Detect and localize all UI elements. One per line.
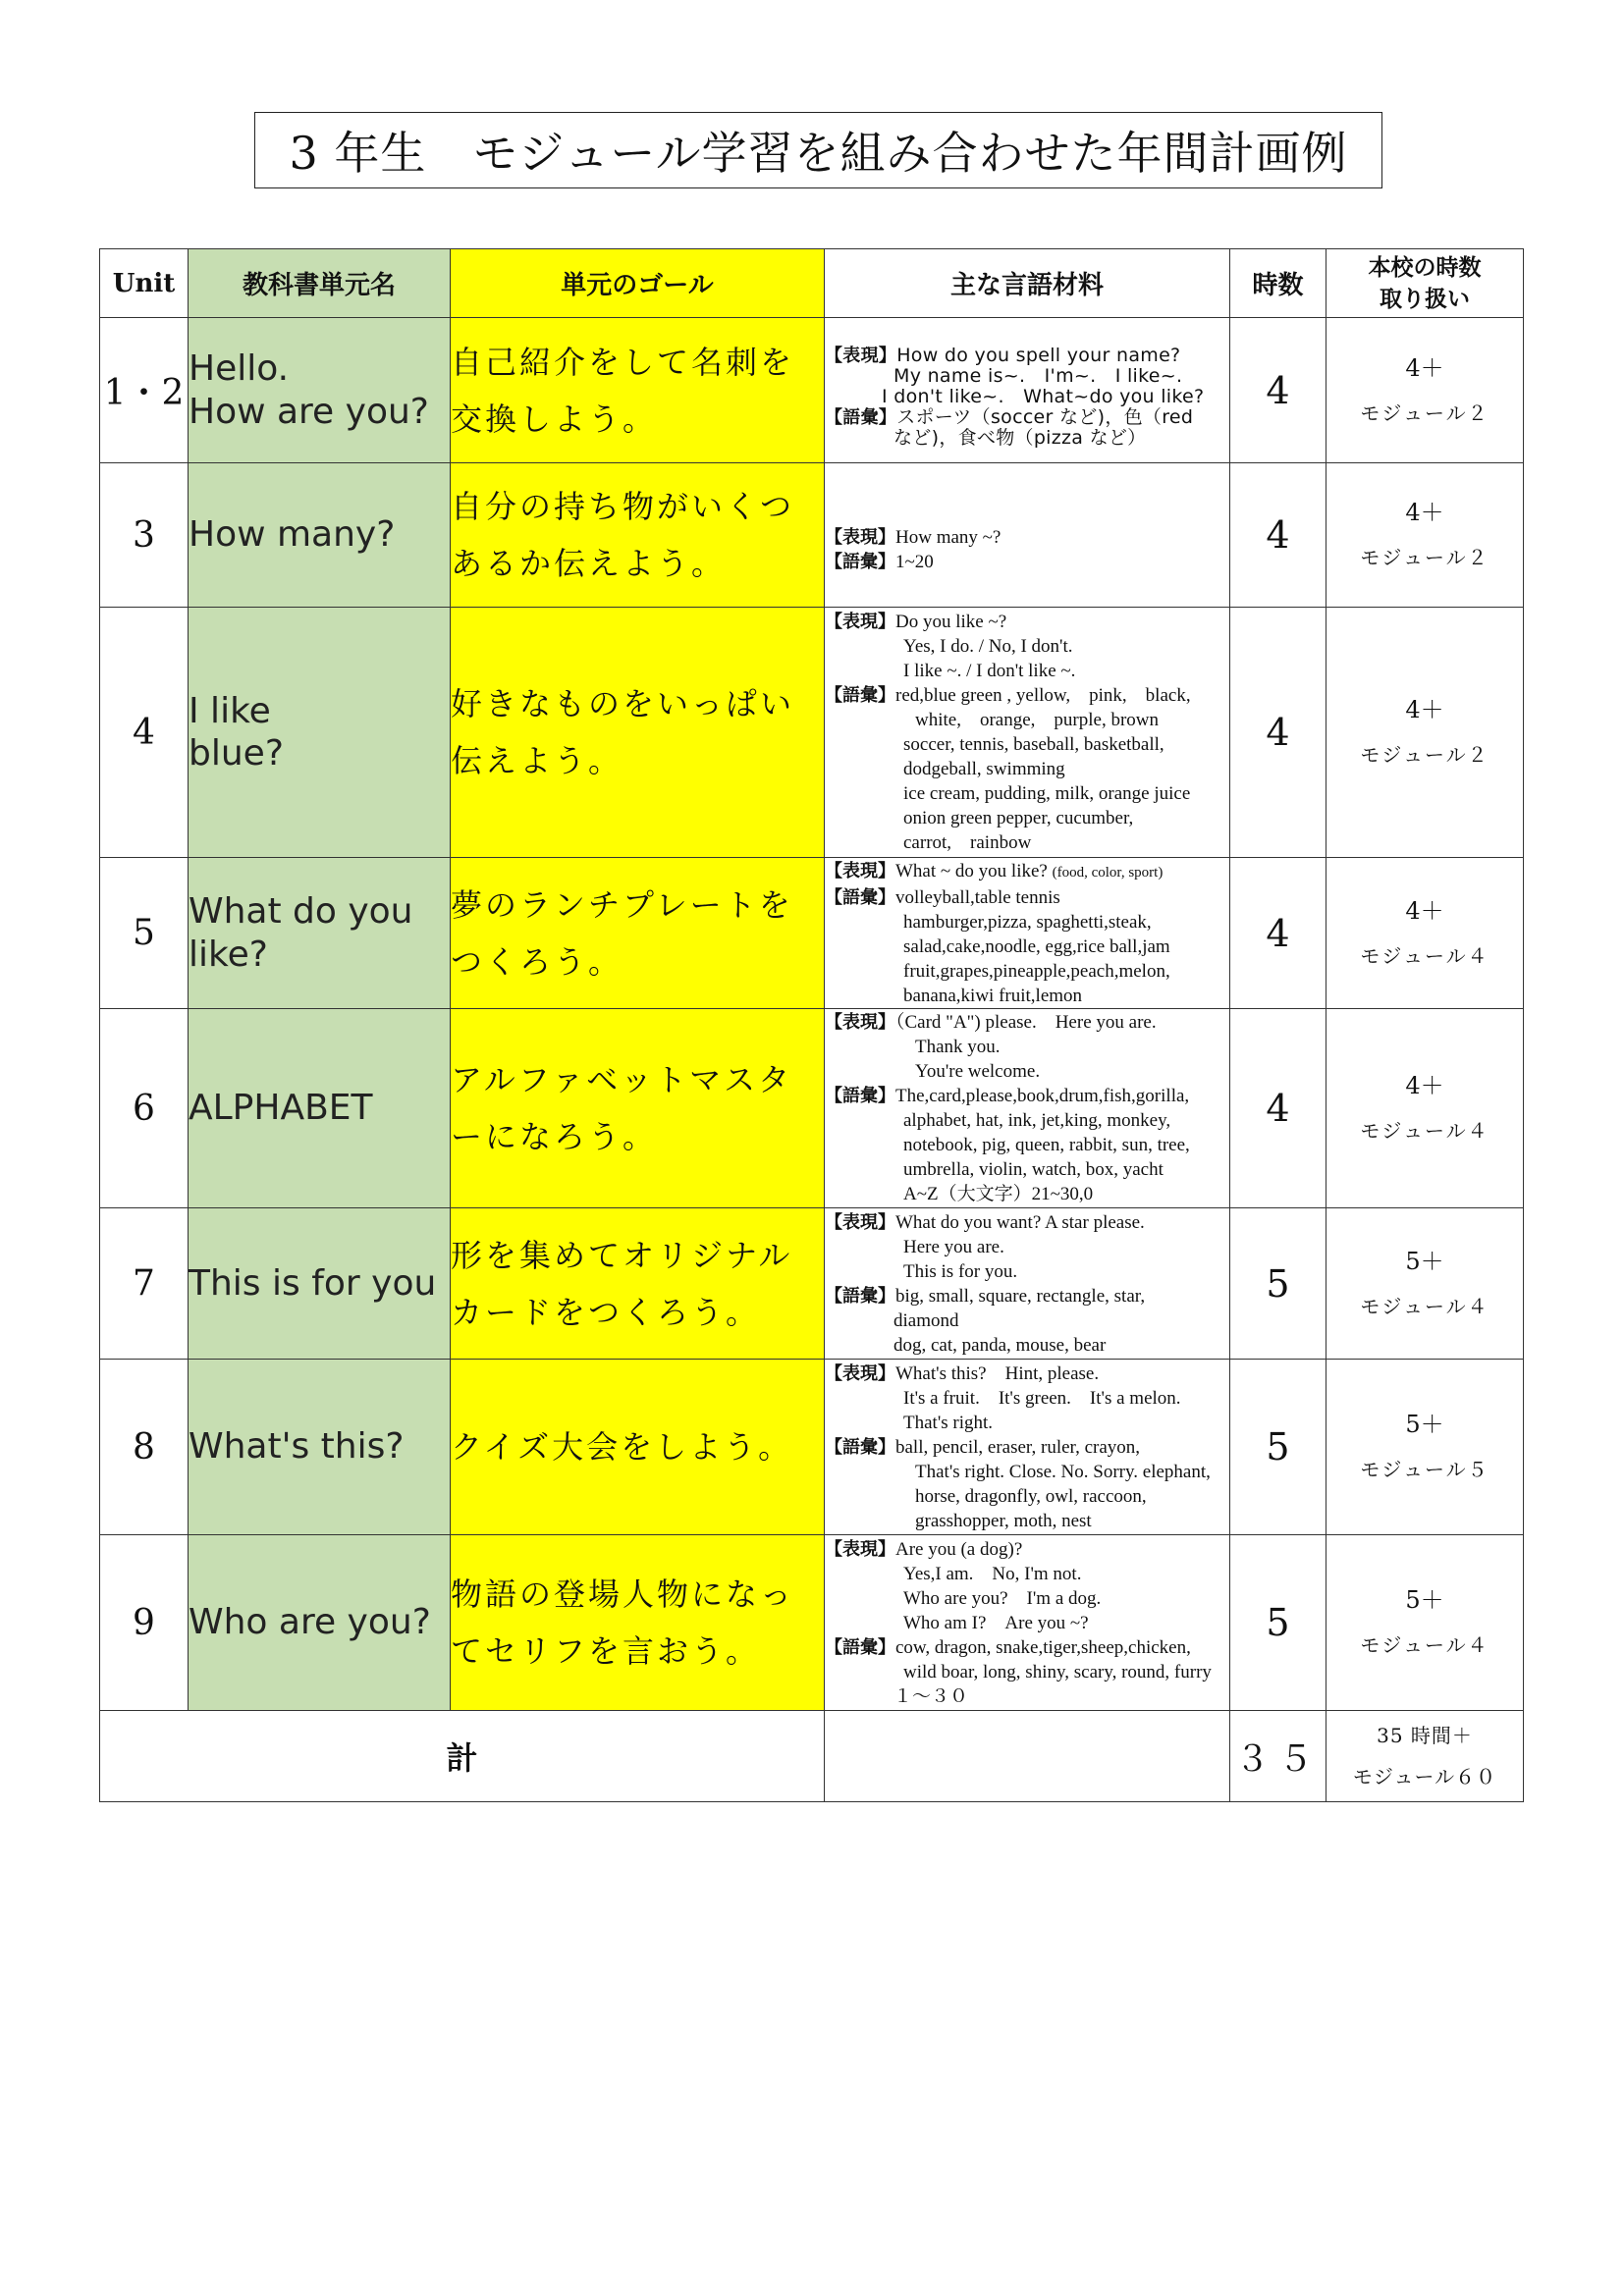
unit-number: 8 — [100, 1360, 189, 1535]
material-line: horse, dragonfly, owl, raccoon, — [915, 1485, 1147, 1507]
table-row — [100, 1208, 1524, 1360]
treat-hours: 4＋ — [1405, 499, 1444, 526]
material-line: dog, cat, panda, mouse, bear — [893, 1334, 1107, 1356]
header-textbook-unit: 教科書単元名 — [189, 249, 451, 318]
school-treatment — [1326, 1208, 1524, 1360]
table-row — [100, 1009, 1524, 1208]
table-row — [100, 1535, 1524, 1711]
language-materials — [825, 858, 1230, 1009]
total-label: 計 — [100, 1711, 825, 1802]
unit-goal — [451, 1535, 825, 1711]
name-line: Who are you? — [189, 1602, 431, 1643]
unit-number: 4 — [100, 608, 189, 858]
treat-module: モジュール４ — [1360, 1633, 1489, 1657]
unit-number: 6 — [100, 1009, 189, 1208]
goal-line: 自己紹介をして名刺を — [451, 343, 795, 381]
language-materials — [825, 1360, 1230, 1535]
material-line: Who am I? Are you ~? — [903, 1612, 1089, 1633]
header-hours: 時数 — [1230, 249, 1326, 318]
header-treatment-line2: 取り扱い — [1380, 285, 1470, 312]
header-treatment-line1: 本校の時数 — [1368, 254, 1482, 282]
goal-line: アルファベットマスタ — [451, 1061, 793, 1098]
material-line: wild boar, long, shiny, scary, round, furry — [903, 1661, 1212, 1682]
total-hours: ３５ — [1230, 1711, 1326, 1802]
goal-line: 形を集めてオリジナル — [451, 1236, 793, 1274]
hours-value: 4 — [1230, 463, 1326, 608]
material-line: A~Z（大文字）21~30,0 — [903, 1184, 1094, 1204]
total-treat-module: モジュール６０ — [1352, 1765, 1497, 1789]
material-line: ice cream, pudding, milk, orange juice — [903, 783, 1191, 804]
material-line: 【語彙】big, small, square, rectangle, star, — [825, 1285, 1146, 1307]
treat-module: モジュール２ — [1360, 546, 1489, 569]
table-row — [100, 858, 1524, 1009]
school-treatment — [1326, 608, 1524, 858]
textbook-unit-name — [189, 463, 451, 608]
material-line: 【表現】Do you like ~? — [825, 612, 1007, 632]
unit-number: 3 — [100, 463, 189, 608]
material-line: salad,cake,noodle, egg,rice ball,jam — [903, 935, 1170, 957]
treat-hours: 5＋ — [1405, 1586, 1444, 1614]
material-line: 【表現】Are you (a dog)? — [825, 1538, 1023, 1560]
textbook-unit-name — [189, 1360, 451, 1535]
material-line: Who are you? I'm a dog. — [903, 1587, 1102, 1609]
material-line: 【表現】What ~ do you like? (food, color, sport) — [825, 860, 1164, 881]
school-treatment — [1326, 463, 1524, 608]
material-line: You're welcome. — [915, 1061, 1041, 1082]
name-line: ALPHABET — [189, 1088, 373, 1129]
name-line: I like — [189, 690, 271, 731]
material-line: alphabet, hat, ink, jet,king, monkey, — [903, 1110, 1171, 1131]
total-treat-hours: 35 時間＋ — [1377, 1724, 1473, 1747]
material-line: Yes, I do. / No, I don't. — [903, 636, 1073, 657]
material-line: grasshopper, moth, nest — [915, 1510, 1092, 1531]
header-row — [100, 249, 1524, 318]
treat-hours: 4＋ — [1405, 353, 1444, 382]
material-line: 【表現】What do you want? A star please. — [825, 1211, 1145, 1233]
treat-module: モジュール４ — [1360, 943, 1489, 968]
unit-goal — [451, 858, 825, 1009]
language-materials — [825, 1208, 1230, 1360]
material-line: I don't like~. What~do you like? — [882, 386, 1205, 407]
page-title: 3 年生 モジュール学習を組み合わせた年間計画例 — [254, 112, 1382, 188]
material-line: umbrella, violin, watch, box, yacht — [903, 1159, 1164, 1180]
material-line: This is for you. — [903, 1260, 1018, 1282]
material-line: 【表現】How do you spell your name? — [825, 345, 1181, 366]
goal-line: クイズ大会をしよう。 — [451, 1428, 793, 1466]
treat-hours: 4＋ — [1405, 1072, 1444, 1099]
material-line: I like ~. / I don't like ~. — [903, 661, 1076, 681]
goal-line: 伝えよう。 — [451, 742, 623, 779]
table-row — [100, 318, 1524, 463]
hours-value: 4 — [1230, 1009, 1326, 1208]
treat-hours: 5＋ — [1405, 1411, 1444, 1438]
material-line: 【語彙】スポーツ（soccer など)，色（red — [825, 406, 1194, 428]
material-line: 【語彙】volleyball,table tennis — [825, 886, 1060, 908]
material-line: 【語彙】1~20 — [825, 552, 934, 572]
hours-value: 4 — [1230, 608, 1326, 858]
material-line: 【語彙】cow, dragon, snake,tiger,sheep,chicken, — [825, 1636, 1191, 1658]
total-materials-empty — [825, 1711, 1230, 1802]
header-unit: Unit — [100, 249, 189, 318]
table-row — [100, 1360, 1524, 1535]
table-row — [100, 608, 1524, 858]
textbook-unit-name — [189, 318, 451, 463]
school-treatment — [1326, 318, 1524, 463]
name-line: What's this? — [189, 1426, 405, 1468]
hours-value: 5 — [1230, 1360, 1326, 1535]
goal-line: 物語の登場人物になっ — [451, 1575, 795, 1613]
goal-line: てセリフを言おう。 — [451, 1632, 761, 1670]
unit-number: 5 — [100, 858, 189, 1009]
material-line: onion green pepper, cucumber, — [903, 808, 1134, 828]
treat-module: モジュール２ — [1360, 743, 1489, 767]
material-line: 【表現】What's this? Hint, please. — [825, 1362, 1100, 1384]
school-treatment — [1326, 1360, 1524, 1535]
name-line: This is for you — [189, 1262, 437, 1304]
table-row — [100, 463, 1524, 608]
goal-line: つくろう。 — [451, 942, 623, 981]
material-line: soccer, tennis, baseball, basketball, — [903, 734, 1164, 755]
material-line: Here you are. — [903, 1236, 1004, 1257]
material-line: It's a fruit. It's green. It's a melon. — [903, 1387, 1181, 1409]
hours-value: 5 — [1230, 1208, 1326, 1360]
unit-number: 9 — [100, 1535, 189, 1711]
name-line: blue? — [189, 733, 284, 774]
textbook-unit-name — [189, 1009, 451, 1208]
textbook-unit-name — [189, 608, 451, 858]
treat-hours: 4＋ — [1405, 696, 1444, 723]
hours-value: 4 — [1230, 318, 1326, 463]
annual-plan-table — [99, 248, 1524, 1802]
unit-goal — [451, 318, 825, 463]
treat-module: モジュール４ — [1360, 1294, 1489, 1318]
material-line: 【語彙】red,blue green , yellow, pink, black, — [825, 685, 1191, 706]
language-materials — [825, 1009, 1230, 1208]
treat-module: モジュール４ — [1360, 1119, 1489, 1143]
treat-hours: 4＋ — [1405, 896, 1444, 925]
material-line: dodgeball, swimming — [903, 759, 1065, 779]
treat-module: モジュール５ — [1360, 1458, 1489, 1481]
goal-line: ーになろう。 — [451, 1118, 658, 1155]
total-row — [100, 1711, 1524, 1802]
material-line: １～３０ — [893, 1685, 969, 1707]
unit-number: 1・2 — [100, 318, 189, 463]
material-line: など)，食べ物（pizza など） — [893, 427, 1147, 449]
hours-value: 5 — [1230, 1535, 1326, 1711]
textbook-unit-name — [189, 1208, 451, 1360]
language-materials — [825, 608, 1230, 858]
language-materials — [825, 318, 1230, 463]
material-line: fruit,grapes,pineapple,peach,melon, — [903, 960, 1170, 982]
unit-goal — [451, 1009, 825, 1208]
material-line: Yes,I am. No, I'm not. — [903, 1563, 1082, 1584]
material-line: 【語彙】ball, pencil, eraser, ruler, crayon, — [825, 1436, 1141, 1458]
material-line: banana,kiwi fruit,lemon — [903, 985, 1083, 1006]
goal-line: 夢のランチプレートを — [451, 885, 793, 924]
unit-goal — [451, 463, 825, 608]
material-line: 【表現】（Card "A") please. Here you are. — [825, 1012, 1157, 1033]
textbook-unit-name — [189, 858, 451, 1009]
header-treatment — [1326, 249, 1524, 318]
material-line: white, orange, purple, brown — [915, 710, 1159, 730]
material-line: 【表現】How many ~? — [825, 527, 1001, 548]
header-materials: 主な言語材料 — [825, 249, 1230, 318]
treat-module: モジュール２ — [1360, 400, 1489, 425]
header-goal: 単元のゴール — [451, 249, 825, 318]
name-line: How many? — [189, 514, 396, 556]
material-line: diamond — [893, 1309, 959, 1331]
textbook-unit-name — [189, 1535, 451, 1711]
material-line: My name is~. I'm~. I like~. — [893, 365, 1183, 387]
material-line: 【語彙】The,card,please,book,drum,fish,gorilla, — [825, 1086, 1190, 1106]
treat-hours: 5＋ — [1405, 1247, 1444, 1275]
unit-goal — [451, 1208, 825, 1360]
goal-line: 交換しよう。 — [451, 400, 658, 438]
goal-line: 好きなものをいっぱい — [451, 685, 795, 722]
material-line: Thank you. — [915, 1037, 1001, 1057]
unit-number: 7 — [100, 1208, 189, 1360]
name-line: like? — [189, 934, 268, 975]
name-line: How are you? — [189, 391, 429, 432]
name-line: Hello. — [189, 348, 290, 390]
goal-line: 自分の持ち物がいくつ — [451, 488, 795, 525]
school-treatment — [1326, 1535, 1524, 1711]
language-materials — [825, 1535, 1230, 1711]
language-materials — [825, 463, 1230, 608]
unit-goal — [451, 1360, 825, 1535]
name-line: What do you — [189, 891, 413, 933]
hours-value: 4 — [1230, 858, 1326, 1009]
material-line: That's right. Close. No. Sorry. elephant, — [915, 1461, 1211, 1482]
unit-goal — [451, 608, 825, 858]
school-treatment — [1326, 858, 1524, 1009]
total-treatment — [1326, 1711, 1524, 1802]
material-line: notebook, pig, queen, rabbit, sun, tree, — [903, 1135, 1190, 1155]
school-treatment — [1326, 1009, 1524, 1208]
material-line: carrot, rainbow — [903, 832, 1032, 853]
material-line: hamburger,pizza, spaghetti,steak, — [903, 911, 1152, 933]
material-line: That's right. — [903, 1412, 994, 1433]
goal-line: カードをつくろう。 — [451, 1293, 761, 1331]
goal-line: あるか伝えよう。 — [451, 545, 727, 582]
